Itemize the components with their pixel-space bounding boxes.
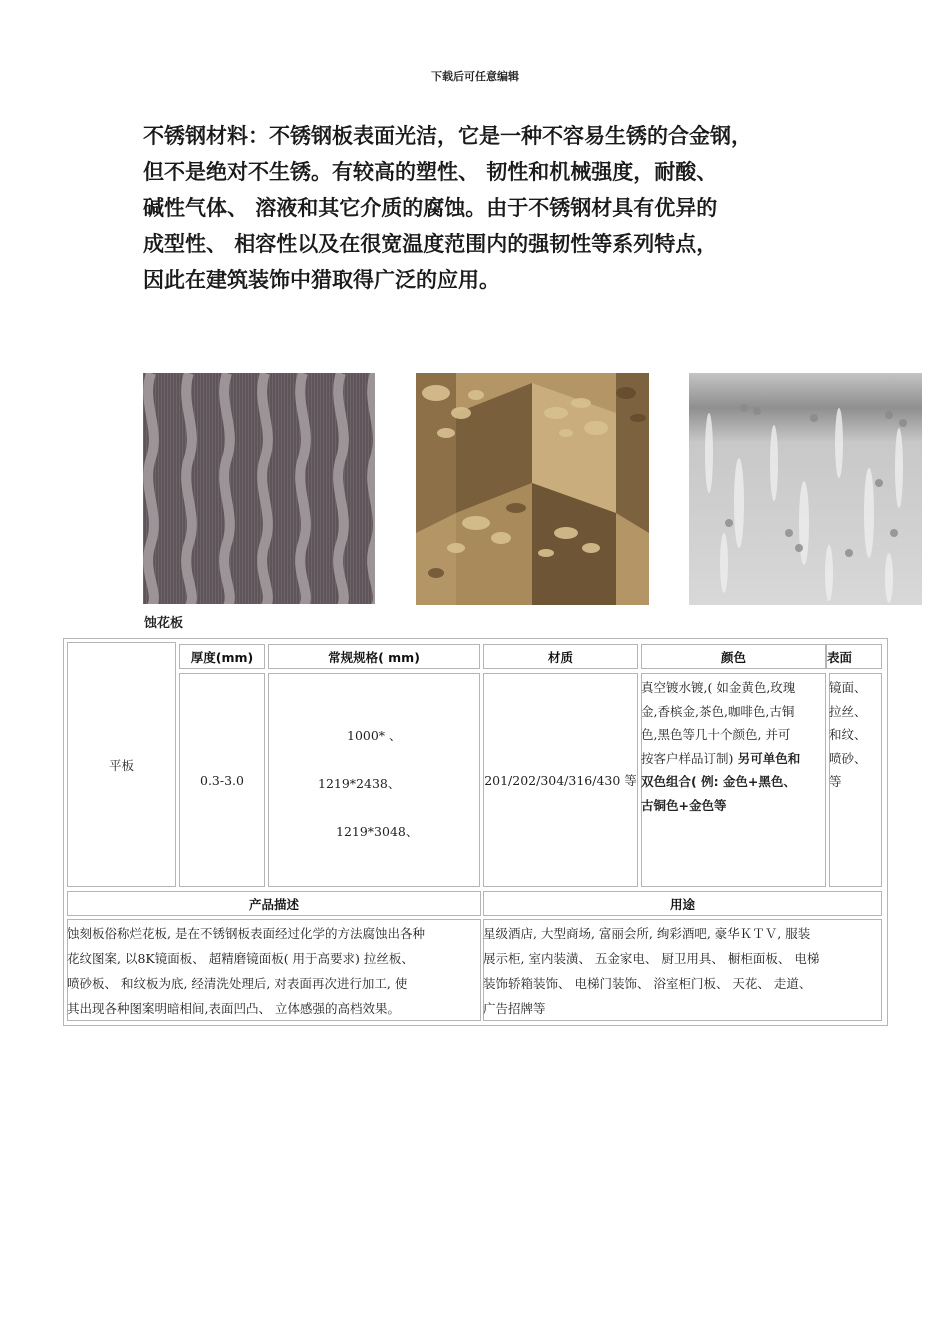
material-cell: [483, 673, 638, 887]
thickness-cell: [179, 673, 265, 887]
wavy-stripe-panel-photo: [143, 373, 375, 604]
intro-line: 不锈钢材料：不锈钢板表面光洁，它是一种不容易生锈的合金钢，: [143, 124, 752, 148]
desc-line: 其出现各种图案明暗相间,表面凹凸、 立体感强的高档效果。: [67, 1001, 400, 1016]
color-line: 真空镀水镀,( 如金黄色,玫瑰: [641, 680, 796, 695]
color-line: 色,黑色等几十个颜色, 并可: [641, 727, 791, 742]
header-spec: [268, 644, 480, 669]
spec-line: 1219*3048、: [336, 824, 419, 839]
product-uses: [483, 921, 883, 1021]
color-line: 金,香槟金,茶色,咖啡色,古铜: [641, 703, 795, 719]
spec-line: 1000* 、: [347, 728, 402, 743]
use-line: 装饰轿箱装饰、 电梯门装饰、 浴室柜门板、 天花、 走道、: [483, 976, 812, 991]
use-line: 展示柜, 室内装潢、 五金家电、 厨卫用具、 橱柜面板、 电梯: [483, 951, 820, 966]
spec-line: 1219*2438、: [318, 776, 401, 791]
use-line: 广告招牌等: [483, 1001, 546, 1016]
desc-header-text: 产品描述: [248, 896, 299, 912]
header-surface: [826, 644, 882, 669]
intro-line: 碱性气体、 溶液和其它介质的腐蚀。由于不锈钢材具有优异的: [143, 196, 718, 220]
surface-line: 镜面、: [829, 680, 867, 695]
color-line-with-bold: [641, 747, 829, 771]
header-material: [483, 644, 638, 669]
color-line: 按客户样品订制): [641, 750, 734, 766]
header-spec-text: 常规规格( mm): [328, 649, 420, 665]
header-note: 下载后可任意编辑: [431, 70, 519, 83]
product-description: [67, 921, 483, 1021]
desc-line: 花纹图案, 以8K镜面板、 超精磨镜面板( 用于高要求) 拉丝板、: [67, 951, 414, 966]
spec-cell: [268, 673, 480, 887]
row-label: 平板: [108, 757, 134, 773]
thickness-value: 0.3-3.0: [200, 772, 244, 788]
gold-etched-panel-photo: [416, 373, 649, 605]
image-caption: 蚀花板: [144, 616, 184, 631]
surface-text: [829, 676, 889, 794]
color-bold-line: 双色组合( 例: 金色+黑色、: [641, 774, 796, 789]
surface-line: 等: [829, 774, 842, 789]
silver-etched-panel-photo: [689, 373, 922, 605]
use-line: 星级酒店, 大型商场, 富丽会所, 绚彩酒吧, 豪华ＫＴＶ, 服装: [483, 926, 811, 941]
header-surface-text: 表面: [827, 649, 853, 665]
surface-line: 和纹、: [829, 727, 867, 742]
header-thickness-text: 厚度(mm): [190, 649, 254, 665]
color-bold-text: 另可单色和: [733, 750, 801, 766]
header-color-text: 颜色: [720, 649, 746, 665]
use-header-text: 用途: [669, 896, 695, 912]
header-material-text: 材质: [547, 649, 573, 665]
intro-line: 因此在建筑装饰中猎取得广泛的应用。: [143, 268, 500, 292]
material-value: 201/202/304/316/430 等: [484, 773, 637, 788]
intro-line: 成型性、 相容性以及在很宽温度范围内的强韧性等系列特点，: [143, 232, 718, 256]
header-color: [641, 644, 826, 669]
intro-line: 但不是绝对不生锈。有较高的塑性、 韧性和机械强度，耐酸、: [143, 160, 718, 184]
surface-line: 拉丝、: [829, 703, 867, 719]
desc-line: 蚀刻板俗称烂花板, 是在不锈钢板表面经过化学的方法腐蚀出各种: [67, 926, 425, 941]
use-header: [483, 891, 882, 916]
intro-paragraph: [143, 118, 823, 298]
desc-line: 喷砂板、 和纹板为底, 经清洗处理后, 对表面再次进行加工, 使: [67, 976, 408, 991]
surface-line: 喷砂、: [829, 750, 867, 766]
desc-header: [67, 891, 481, 916]
row-label-cell: [67, 642, 176, 887]
header-thickness: [179, 644, 265, 669]
color-bold-line: 古铜色+金色等: [641, 797, 727, 813]
color-text: [641, 676, 829, 817]
